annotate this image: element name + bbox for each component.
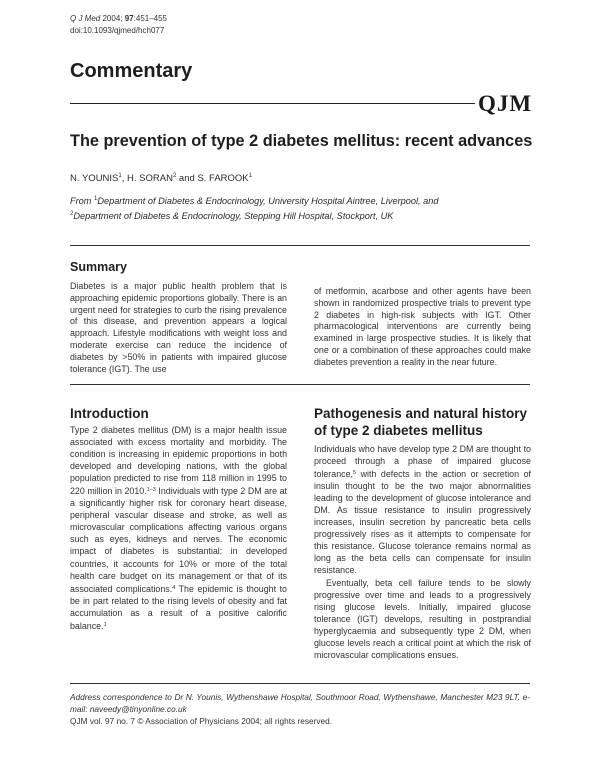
author-name: S. FAROOK: [197, 173, 249, 184]
correspondence-address: Address correspondence to Dr N. Younis, Wythenshawe Hospital, Southmoor Road, Wythenshawe, Manchester M23 9LT. e-mail: naveedy@tinyonline.co.uk: [70, 692, 530, 714]
author-separator: ,: [121, 173, 128, 184]
summary-text-left: [70, 281, 287, 375]
reference-mark: 4: [172, 584, 176, 591]
article-type: Commentary: [70, 60, 193, 82]
article-title: The prevention of type 2 diabetes mellitus: recent advances: [70, 132, 533, 150]
author-affiliation-mark: 1: [118, 173, 122, 179]
citation-line: [70, 13, 167, 25]
body-paragraph: Eventually, beta cell failure tends to be slowly progressive over time and leads to a progressively rising glucose levels. Initially, impaired glucose tolerance (IGT) develops, resulting in postprandial hyperglycaemia and subsequently type 2 DM, when glucose levels reach a critical point at which the risk of microvascular complications ensues.: [314, 577, 531, 660]
summary-text-right: [314, 286, 531, 369]
pathogenesis-body: [314, 443, 531, 661]
journal-logo: QJM: [478, 91, 533, 116]
affiliation-mark: 1: [94, 196, 98, 202]
affiliation-line: [70, 208, 540, 223]
divider: [70, 683, 530, 684]
summary-paragraph: of metformin, acarbose and other agents have been shown in randomized prospective trials to prevent type 2 diabetes in high-risk subjects with IGT. Other pharmacological interventions are currently being examined in large prospective studies. It is likely that one or a combination of these approaches could make diabetes prevention a reality in the near future.: [314, 286, 531, 367]
introduction-body: [70, 424, 287, 632]
author-affiliation-mark: 2: [172, 173, 177, 179]
citation-year: 2004;: [102, 14, 123, 23]
affiliation-line: [70, 193, 540, 208]
affiliation-mark: 2: [70, 211, 74, 217]
body-text: with defects in the action or secretion of insulin thought to be the two major abnormalities leading to the development of glucose intolerance and DM. As tissue resistance to insulin progressively increases, insulin secretion by pancreatic beta cells progressively rises as it attempts to compensate for this resistance. Glucose tolerance remains normal as long as the beta cells can compensate for insulin resistance.: [314, 469, 531, 576]
summary-heading: Summary: [70, 260, 127, 274]
affiliation-prefix: From: [70, 196, 94, 206]
divider: [70, 245, 530, 246]
introduction-heading: Introduction: [70, 406, 149, 421]
citation: [70, 13, 167, 37]
pathogenesis-heading: Pathogenesis and natural history of type 2 diabetes mellitus: [314, 406, 528, 438]
divider: [70, 384, 530, 385]
summary-paragraph: Diabetes is a major public health problem that is approaching epidemic proportions globally. There is an urgent need for strategies to curb the rising prevalence of this disease, and prevention appears a logical approach. Lifestyle modifications with weight loss and moderate exercise can reduce the incidence of diabetes by >50% in patients with impaired glucose tolerance (IGT). The use: [70, 281, 287, 374]
body-text: Type 2 diabetes mellitus (DM) is a major health issue associated with excess mortality and morbidity. The condition is increasing in epidemic proportions in both developed and developing nations, with the global population predicted to rise from 118 million in 1995 to 220 million in 2010.: [70, 425, 287, 497]
reference-mark: 1: [103, 621, 107, 628]
doi: doi:10.1093/qjmed/hch077: [70, 26, 165, 35]
affiliations: [70, 193, 540, 223]
body-text: Individuals with type 2 DM are at a significantly higher risk for coronary heart disease, peripheral vascular disease and stroke, as well as microvascular complications affecting various organs such as eyes, kidneys and nerves. The economic impact of diabetes is substantial: in developed countries, it accounts for 10% or more of the total health care budget on its management or that of its associated complications.: [70, 486, 287, 594]
citation-pages: :451–455: [133, 14, 168, 23]
footer: [70, 691, 530, 727]
body-paragraph: [70, 424, 287, 632]
reference-mark: 1–3: [146, 487, 156, 494]
header-rule: [70, 103, 475, 104]
body-text: The epidemic is thought to be in part related to the rising levels of obesity and fat accumulation as a result of a positive calorific balance.: [70, 583, 287, 631]
author-separator: and: [176, 173, 198, 184]
affiliation-text: Department of Diabetes & Endocrinology, University Hospital Aintree, Liverpool, and: [97, 196, 439, 206]
author-list: [70, 173, 252, 184]
author-affiliation-mark: 1: [248, 173, 252, 179]
reference-mark: 5: [352, 470, 357, 477]
affiliation-text: Department of Diabetes & Endocrinology, Stepping Hill Hospital, Stockport, UK: [73, 211, 394, 221]
author-name: H. SORAN: [127, 173, 173, 184]
body-text: Individuals who have develop type 2 DM are thought to proceed through a phase of impaired glucose tolerance,: [314, 444, 531, 480]
copyright-line: QJM vol. 97 no. 7 © Association of Physicians 2004; all rights reserved.: [70, 716, 333, 726]
body-paragraph: [314, 443, 531, 577]
journal-abbrev: Q J Med: [70, 14, 101, 23]
citation-volume: 97: [124, 14, 134, 23]
author-name: N. YOUNIS: [70, 173, 119, 184]
